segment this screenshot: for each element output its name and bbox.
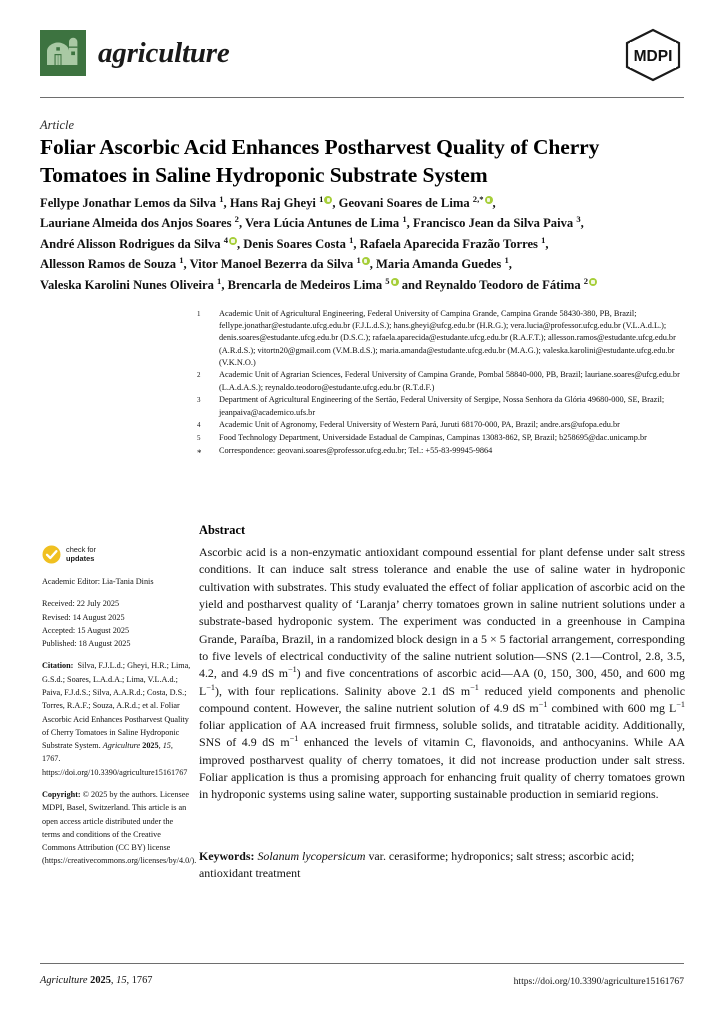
publication-dates xyxy=(42,597,192,650)
journal-title: agriculture xyxy=(98,36,230,69)
affiliation-item xyxy=(197,369,684,393)
affiliation-item xyxy=(197,308,684,369)
correspondence-item xyxy=(197,445,684,460)
check-for-updates-label xyxy=(66,546,96,563)
article-metadata-sidebar xyxy=(42,544,197,877)
affiliation-text: Academic Unit of Agricultural Engineering, Federal University of Campina Grande, Campina Grande 58430-380, PB, Brazil; fellype.jonathar@estudante.ufcg.edu.br (F.J.L.d.S.); hans.gheyi@ufcg.edu.br (H.R.G.); vera.lucia@professor.ufcg.edu.br (V.L.A.d.L.); denis.soares@estudante.ufcg.edu.br (D.S.C.); rafaela.aparecida@estudante.ufcg.edu.br (R.A.F.T.); allesson.ramos@estudante.ufcg.edu.br (A.R.d.S.); vitortn20@gmail.com (V.M.B.d.S.); maria.amanda@estudante.ufcg.edu.br (M.A.G.); valeska.karolini@estudante.ufcg.edu.br (V.K.N.O.) xyxy=(219,309,676,367)
affiliations xyxy=(197,308,684,460)
journal-logo xyxy=(40,30,230,76)
affiliation-text: Academic Unit of Agrarian Sciences, Federal University of Campina Grande, Pombal 58840-000, PB, Brazil; lauriane.soares@ufcg.edu.br (L.A.d.A.S.); reynaldo.teodoro@estudante.ufcg.edu.br (R.T.d.F.) xyxy=(219,370,680,392)
academic-editor xyxy=(42,575,192,588)
check-circle-icon xyxy=(42,545,61,564)
date-published: Published: 18 August 2025 xyxy=(42,639,131,649)
affiliation-marker: 2 xyxy=(197,371,201,380)
abstract-text: Ascorbic acid is a non-enzymatic antioxidant compound essential for plant defense under salt stress conditions. It can induce salt stress tolerance and enable the use of saline water in hydroponic cultivation with substrates. This study evaluated the effect of foliar application of ascorbic acid on the yield and postharvest quality of ‘Laranja’ cherry tomatoes grown in saline nutrient solutions under a substrate-based hydroponic system. The experiment was conducted in a greenhouse in Campina Grande, Paraíba, Brazil, in a randomized block design in a 5 × 5 factorial arrangement, corresponding to five levels of electrical conductivity of the saline nutrient solution—SNS (2.1—Control, 2.8, 3.5, 4.2, and 4.9 dS $m^{-1}$) and five concentrations of ascorbic acid—AA (0, 150, 300, 450, and 600 mg $L^{-1}$), with four replications. Salinity above 2.1 dS $m^{-1}$ reduced yield components and phenolic compound content. However, the saline nutrient solution of 4.9 dS $m^{-1}$ combined with 600 mg $L^{-1}$ foliar application of AA increased fruit firmness, soluble solids, and titratable acidity. Additionally, SNS of 4.9 dS $m^{-1}$ enhanced the levels of vitamin C, flavonoids, and anthocyanins. While AA improved postharvest quality of cherry tomatoes, it did not increase production under salt stress. Foliar application is thus a promising approach for enhancing fruit quality of cherry tomatoes grown in hydroponic systems using saline water, supporting sustainable production in semiarid regions. xyxy=(199,545,685,802)
page-header xyxy=(40,28,684,90)
mdpi-logo xyxy=(622,28,684,82)
author-list: Fellype Jonathar Lemos da Silva $^1$, Hans Raj Gheyi $^1$ , Geovani Soares de Lima $^{2,*}$ , Lauriane Almeida dos Anjos Soares $^2$, Vera Lúcia Antunes de Lima $^1$, Francisco Jean da Silva Paiva $^3$, André Alisson Rodrigues da Silva $^4$ , Denis Soares Costa $^1$, Rafaela Aparecida Frazão Torres $^1$, Allesson Ramos de Souza $^1$, Vitor Manoel Bezerra da Silva $^1$ , Maria Amanda Guedes $^1$, Valeska Karolini Nunes Oliveira $^1$, Brencarla de Medeiros Lima $^5$ and Reynaldo Teodoro de Fátima $^2$ xyxy=(40,193,684,295)
orcid-icon[interactable] xyxy=(485,196,493,204)
farm-barn-silo-icon xyxy=(40,30,86,76)
copyright-block: Copyright: © 2025 by the authors. Licensee MDPI, Basel, Switzerland. This article is an open access article distributed under the terms and conditions of the Creative Commons Attribution (CC BY) license (https://creativecommons.org/licenses/by/4.0/). xyxy=(42,789,197,866)
date-received: Received: 22 July 2025 xyxy=(42,599,120,609)
cfu-line2: updates xyxy=(66,553,95,563)
orcid-icon[interactable] xyxy=(324,196,332,204)
check-for-updates-badge[interactable] xyxy=(42,545,192,564)
affiliation-marker: 3 xyxy=(197,396,201,405)
affiliation-marker: 4 xyxy=(197,421,201,430)
affiliation-text: Academic Unit of Agronomy, Federal University of Western Pará, Juruti 68170-000, PA, Brazil; andre.ars@ufopa.edu.br xyxy=(219,420,620,430)
footer-divider xyxy=(40,963,684,964)
affiliation-text: Food Technology Department, Universidade Estadual de Campinas, Campinas 13083-862, SP, Brazil; b258695@dac.unicamp.br xyxy=(219,432,647,442)
affiliation-marker: 5 xyxy=(197,433,201,442)
header-divider xyxy=(40,97,684,98)
orcid-icon[interactable] xyxy=(391,278,399,286)
cfu-line1: check for xyxy=(66,544,96,554)
keywords: Keywords: Solanum lycopersicum var. cerasiforme; hydroponics; salt stress; ascorbic acid; antioxidant treatment xyxy=(199,849,635,881)
affiliation-marker: 1 xyxy=(197,310,201,318)
article-type: Article xyxy=(40,118,75,132)
affiliation-text: Department of Agricultural Engineering of the Sertão, Federal University of Sergipe, Nossa Senhora da Glória 49680-000, SE, Brazil; jeanpaiva@academico.ufs.br xyxy=(219,395,665,417)
footer-citation: Agriculture 2025, 15, 1767 xyxy=(40,975,153,986)
date-accepted: Accepted: 15 August 2025 xyxy=(42,625,130,635)
svg-text:MDPI: MDPI xyxy=(633,48,673,65)
abstract-heading: Abstract xyxy=(199,523,246,537)
orcid-icon[interactable] xyxy=(362,257,370,265)
orcid-icon[interactable] xyxy=(229,237,237,245)
date-revised: Revised: 14 August 2025 xyxy=(42,612,125,622)
page-title: Foliar Ascorbic Acid Enhances Postharvest Quality of Cherry Tomatoes in Saline Hydroponic Substrate System xyxy=(40,135,600,187)
affiliation-item xyxy=(197,432,684,444)
correspondence-marker: * xyxy=(197,447,202,458)
academic-editor-text: Academic Editor: Lia-Tania Dinis xyxy=(42,577,154,586)
footer-doi-link[interactable]: https://doi.org/10.3390/agriculture15161767 xyxy=(513,976,684,987)
orcid-icon[interactable] xyxy=(589,278,597,286)
affiliation-item xyxy=(197,419,684,431)
citation-block: Citation: Silva, F.J.L.d.; Gheyi, H.R.; Lima, G.S.d.; Soares, L.A.d.A.; Lima, V.L.A.d.; Paiva, F.J.d.S.; Silva, A.A.R.d.; Costa, D.S.; Torres, R.A.F.; Souza, A.R.d.; et al. Foliar Ascorbic Acid Enhances Postharvest Quality of Cherry Tomatoes in Saline Hydroponic Substrate System. Agriculture 2025, 15, 1767. https://doi.org/10.3390/agriculture15161767 xyxy=(42,661,191,777)
affiliation-item xyxy=(197,394,684,418)
correspondence-text: Correspondence: geovani.soares@professor.ufcg.edu.br; Tel.: +55-83-99945-9864 xyxy=(219,445,493,455)
